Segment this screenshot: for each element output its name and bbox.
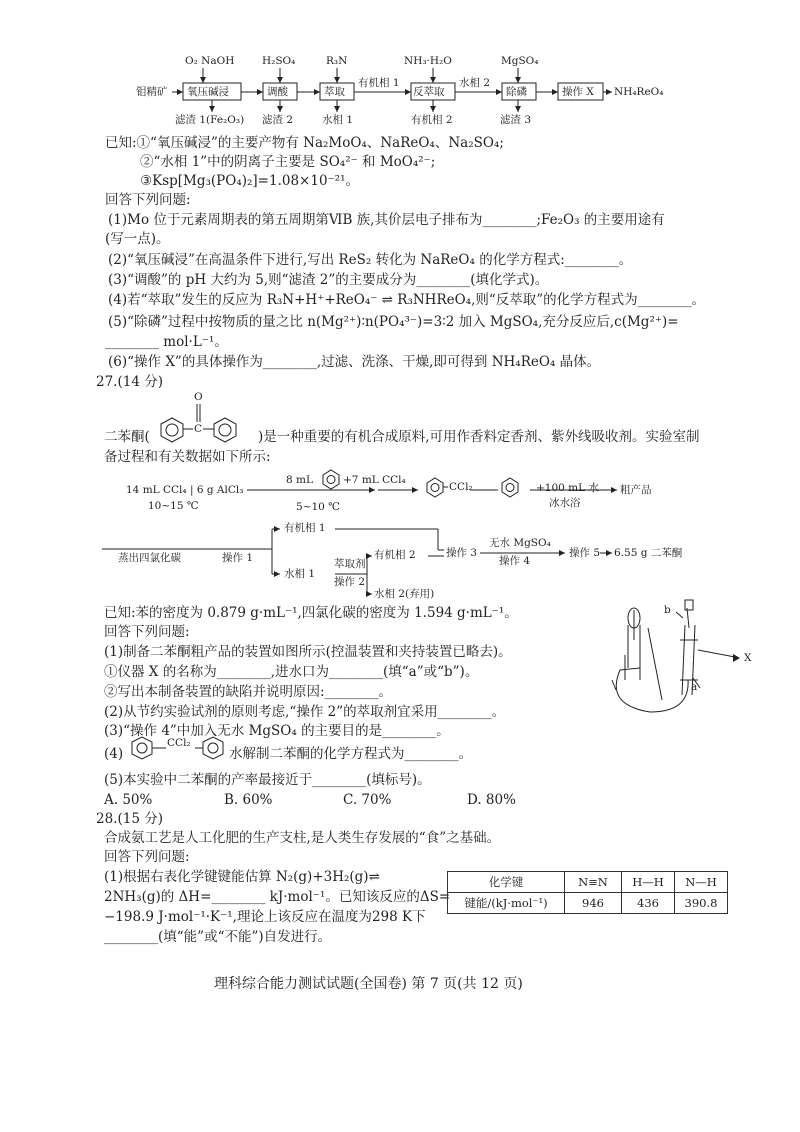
flow2-op5: 操作 5 bbox=[569, 547, 601, 559]
flow2-start: 14 mL CCl₄ | 6 g AlCl₃ bbox=[126, 484, 244, 496]
q26-item-5: (5)“除磷”过程中按物质的量之比 n(Mg²⁺)∶n(PO₄³⁻)=3∶2 加入 MgSO₄,充分反应后,c(Mg²⁺)= bbox=[108, 314, 679, 330]
q26-known-2: ②“水相 1”中的阴离子主要是 SO₄²⁻ 和 MoO₄²⁻; bbox=[140, 154, 436, 170]
flow2-icebath: 冰水浴 bbox=[549, 497, 581, 509]
q27-item-4a: (4) bbox=[104, 746, 124, 762]
reagent-1: O₂ NaOH bbox=[185, 55, 235, 67]
q27-item-3: (3)“操作 4”中加入无水 MgSO₄ 的主要目的是________。 bbox=[104, 723, 450, 739]
q27-header: 27.(14 分) bbox=[96, 374, 163, 390]
q26-prompt: 回答下列问题: bbox=[105, 192, 191, 208]
page-footer: 理科综合能力测试试题(全国卷) 第 7 页(共 12 页) bbox=[214, 976, 523, 992]
option-d: D. 80% bbox=[467, 792, 516, 808]
q27-intro-a: 二苯酮( bbox=[104, 429, 150, 445]
bond-value-nn: 946 bbox=[565, 893, 622, 914]
flow2-organic2: 有机相 2 bbox=[374, 549, 416, 561]
flow2-distill: 蒸出四氯化碳 bbox=[118, 552, 181, 564]
bond-row-label: 键能/(kJ·mol⁻¹) bbox=[448, 893, 565, 914]
q26-item-1b: (写一点)。 bbox=[105, 231, 170, 247]
q28-line-1: (1)根据右表化学键键能估算 N₂(g)+3H₂(g)⇌ bbox=[104, 869, 380, 885]
q27-item-2: (2)从节约实验试剂的原则考虑,“操作 2”的萃取剂宜采用________。 bbox=[104, 704, 506, 720]
bond-table-value-row bbox=[448, 893, 728, 914]
q26-item-5b: ________ mol·L⁻¹。 bbox=[105, 334, 228, 350]
bond-header-1: N≡N bbox=[565, 872, 622, 893]
flow2-mgso4: 无水 MgSO₄ bbox=[489, 537, 551, 549]
flow2-op2: 操作 2 bbox=[334, 576, 366, 588]
flow2-aqueous2: 水相 2(弃用) bbox=[374, 588, 435, 600]
q28-header: 28.(15 分) bbox=[96, 811, 163, 827]
mid-label-organic1: 有机相 1 bbox=[358, 77, 400, 89]
q27-item-1-2: ②写出本制备装置的缺陷并说明原因:________。 bbox=[104, 684, 393, 700]
box-label-5: 除磷 bbox=[506, 86, 527, 98]
flow2-add1b: +7 mL CCl₄ bbox=[343, 474, 406, 486]
q27-known: 已知:苯的密度为 0.879 g·mL⁻¹,四氯化碳的密度为 1.594 g·mL⁻¹。 bbox=[104, 605, 518, 621]
final-product: NH₄ReO₄ bbox=[614, 86, 664, 98]
start-material: 钼精矿 bbox=[136, 86, 168, 98]
q26-item-3: (3)“调酸”的 pH 大约为 5,则“滤渣 2”的主要成分为________(填化学式)。 bbox=[108, 272, 549, 288]
q28-prompt: 回答下列问题: bbox=[104, 849, 190, 865]
q27-item-5: (5)本实验中二苯酮的产率最接近于________(填标号)。 bbox=[104, 772, 431, 788]
q26-item-2: (2)“氧压碱浸”在高温条件下进行,写出 ReS₂ 转化为 NaReO₄ 的化学方程式:________。 bbox=[108, 252, 633, 268]
q28-line-4: ________(填“能”或“不能”)自发进行。 bbox=[104, 929, 332, 945]
flow2-op3: 操作 3 bbox=[446, 547, 478, 559]
flow2-extractant: 萃取剂 bbox=[334, 558, 366, 570]
bond-energy-table bbox=[447, 871, 728, 914]
q27-item-4c: 水解制二苯酮的化学方程式为________。 bbox=[229, 746, 472, 762]
organic-2: 有机相 2 bbox=[411, 114, 453, 126]
flow2-add1: 8 mL bbox=[286, 474, 313, 486]
flow2-aqueous1: 水相 1 bbox=[284, 568, 316, 580]
reagent-3: R₃N bbox=[326, 55, 348, 67]
q28-line-3: −198.9 J·mol⁻¹·K⁻¹,理论上该反应在温度为298 K下 bbox=[104, 909, 426, 925]
q26-item-1: (1)Mo 位于元素周期表的第五周期第ⅥB 族,其价层电子排布为________;Fe₂O₃ 的主要用途有 bbox=[108, 212, 665, 228]
carbonyl-oxygen: O bbox=[194, 391, 203, 403]
bond-value-hh: 436 bbox=[622, 893, 675, 914]
reagent-2: H₂SO₄ bbox=[262, 55, 296, 67]
flow2-product: 6.55 g 二苯酮 bbox=[614, 547, 683, 559]
flow2-water: +100 mL 水 bbox=[536, 482, 599, 494]
aqueous-1: 水相 1 bbox=[322, 114, 354, 126]
q27-item-1: (1)制备二苯酮粗产品的装置如图所示(控温装置和夹持装置已略去)。 bbox=[104, 644, 512, 660]
residue-3: 滤渣 3 bbox=[500, 114, 532, 126]
carbonyl-carbon: C bbox=[194, 423, 203, 435]
box-label-1: 氧压碱浸 bbox=[187, 86, 229, 98]
bond-value-nh: 390.8 bbox=[675, 893, 728, 914]
flow2-op4: 操作 4 bbox=[499, 555, 531, 567]
residue-1: 滤渣 1(Fe₂O₃) bbox=[175, 114, 245, 126]
flow2-crude: 粗产品 bbox=[620, 484, 652, 496]
q26-item-4: (4)若“萃取”发生的反应为 R₃N+H⁺+ReO₄⁻ ⇌ R₃NHReO₄,则“反萃取”的化学方程式为________。 bbox=[108, 292, 706, 308]
reagent-5: MgSO₄ bbox=[501, 55, 539, 67]
box-label-2: 调酸 bbox=[267, 86, 288, 98]
q28-intro: 合成氨工艺是人工化肥的生产支柱,是人类生存发展的“食”之基础。 bbox=[104, 830, 501, 846]
apparatus-label-a: a bbox=[691, 681, 698, 693]
option-c: C. 70% bbox=[343, 792, 392, 808]
flow2-cond2: 5~10 ℃ bbox=[296, 501, 340, 513]
dichloro-ccl2: CCl₂ bbox=[167, 737, 191, 749]
apparatus-label-b: b bbox=[664, 604, 671, 616]
bond-header-0: 化学键 bbox=[448, 872, 565, 893]
q27-prompt: 回答下列问题: bbox=[104, 624, 190, 640]
flow2-ccl2: CCl₂ bbox=[449, 481, 473, 493]
apparatus-label-x: X bbox=[744, 652, 752, 664]
flow2-cond1: 10~15 ℃ bbox=[148, 500, 199, 512]
q28-line-2: 2NH₃(g)的 ΔH=________ kJ·mol⁻¹。已知该反应的ΔS= bbox=[104, 889, 451, 905]
q27-intro-c: 备过程和有关数据如下所示: bbox=[104, 449, 271, 465]
bond-header-3: N—H bbox=[675, 872, 728, 893]
option-a: A. 50% bbox=[104, 792, 153, 808]
q26-known-1: 已知:①“氧压碱浸”的主要产物有 Na₂MoO₄、NaReO₄、Na₂SO₄; bbox=[105, 135, 504, 151]
box-label-3: 萃取 bbox=[324, 86, 345, 98]
box-label-6: 操作 X bbox=[562, 86, 594, 98]
box-label-4: 反萃取 bbox=[413, 86, 445, 98]
flow2-organic1: 有机相 1 bbox=[284, 522, 326, 534]
q26-item-6: (6)“操作 X”的具体操作为________,过滤、洗涤、干燥,即可得到 NH₄ReO₄ 晶体。 bbox=[108, 354, 601, 370]
bond-header-2: H—H bbox=[622, 872, 675, 893]
option-b: B. 60% bbox=[224, 792, 273, 808]
mid-label-aqueous2: 水相 2 bbox=[459, 77, 491, 89]
flow2-op1: 操作 1 bbox=[222, 552, 254, 564]
reagent-4: NH₃·H₂O bbox=[404, 55, 452, 67]
q27-item-1-1: ①仪器 X 的名称为________,进水口为________(填“a”或“b”)。 bbox=[104, 664, 479, 680]
q27-intro-b: )是一种重要的有机合成原料,可用作香料定香剂、紫外线吸收剂。实验室制 bbox=[258, 429, 700, 445]
q26-known-3: ③Ksp[Mg₃(PO₄)₂]=1.08×10⁻²¹。 bbox=[140, 173, 359, 189]
bond-table-header-row bbox=[448, 872, 728, 893]
residue-2: 滤渣 2 bbox=[262, 114, 294, 126]
